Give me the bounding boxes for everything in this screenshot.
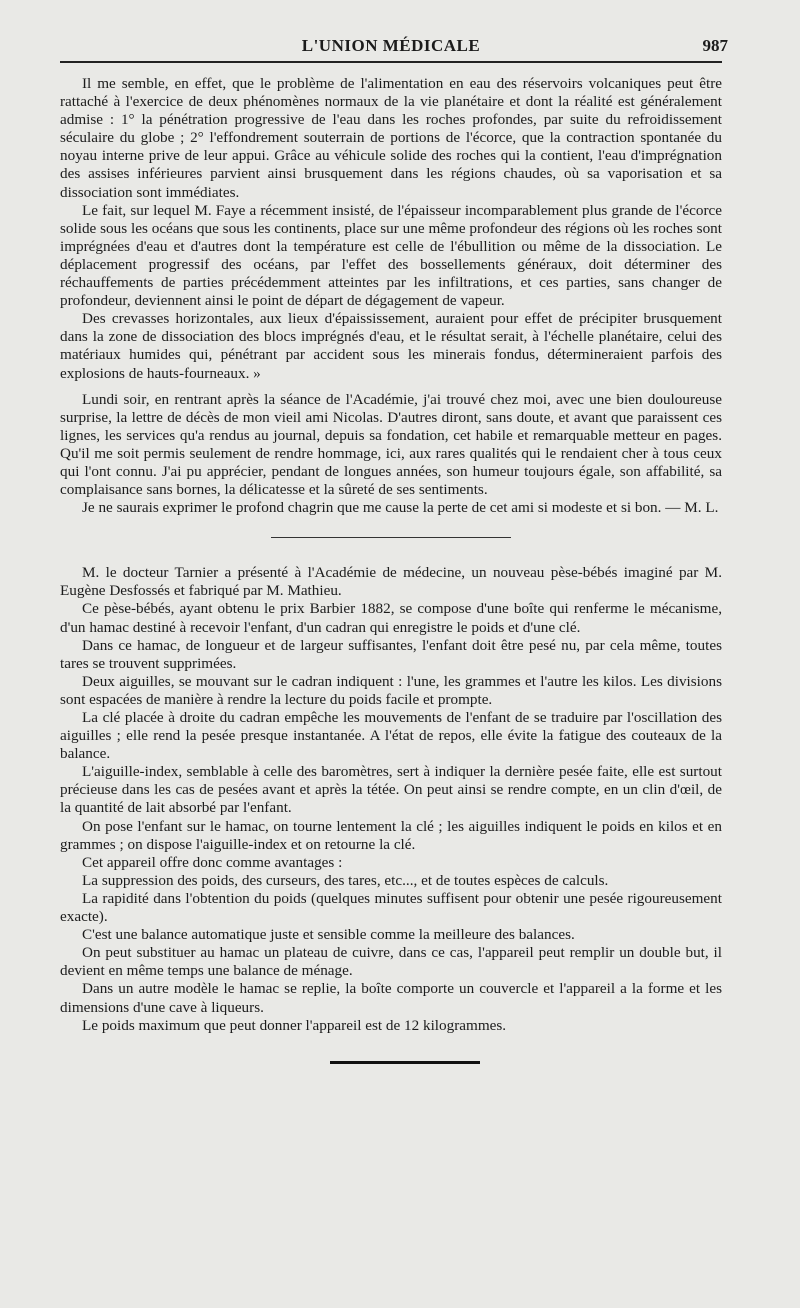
paragraph: Des crevasses horizontales, aux lieux d'épaississement, auraient pour effet de précipiter brusquement dans la zone de dissociation des blocs imprégnés d'eau, et le résultat serait, à l'échelle planétaire, celui des matériaux humides qui, pénétrant par accident sous les minerais fondus, détermineraient parfois des explosions de hauts-fourneaux. » (60, 310, 722, 382)
page-number: 987 (702, 36, 728, 55)
paragraph: La rapidité dans l'obtention du poids (quelques minutes suffisent pour obtenir une pesée rigoureusement exacte). (60, 889, 722, 926)
paragraph: Le fait, sur lequel M. Faye a récemment insisté, de l'épaisseur incomparablement plus grande de l'écorce solide sous les océans que sous les continents, place sur une même profondeur des régions où les roches sont imprégnées d'eau et d'autres dont la température est celle de l'ébullition ou même de la dissociation. Le déplacement progressif des océans, par l'effet des bossellements généraux, doit déterminer des réchauffements de parties précédemment atteintes par les infiltrations, et ces parties, sans changer de profondeur, deviennent ainsi le point de départ de dégagement de vapeur. (60, 201, 722, 310)
paragraph: C'est une balance automatique juste et sensible comme la meilleure des balances. (82, 926, 575, 944)
section-divider (271, 537, 511, 538)
paragraph: Le poids maximum que peut donner l'appareil est de 12 kilogrammes. (82, 1016, 507, 1034)
paragraph: M. le docteur Tarnier a présenté à l'Académie de médecine, un nouveau pèse-bébés imaginé par M. Eugène Desfossés et fabriqué par M. Mathieu. (60, 564, 722, 600)
paragraph: Ce pèse-bébés, ayant obtenu le prix Barbier 1882, se compose d'une boîte qui renferme le mécanisme, d'un hamac destiné à recevoir l'enfant, d'un cadran qui enregistre le poids et d'une clé. (60, 600, 722, 636)
section-volcanic-theory (60, 75, 722, 383)
section-obituary (60, 391, 722, 518)
paragraph: Lundi soir, en rentrant après la séance de l'Académie, j'ai trouvé chez moi, avec une bien douloureuse surprise, la lettre de décès de mon vieil ami Nicolas. D'autres diront, sans doute, et avant que paraissent ces lignes, les services qu'a rendus au journal, depuis sa fondation, cet habile et remarquable metteur en pages. Qu'il me soit permis seulement de rendre hommage, ici, aux rares qualités qui le rendaient cher à tous ceux qui l'ont connu. J'ai pu apprécier, pendant de longues années, son humeur toujours égale, son affabilité, sa complaisance sans bornes, la délicatesse et la sûreté de ses sentiments. (60, 390, 722, 499)
running-title: L'UNION MÉDICALE (301, 36, 481, 55)
section-baby-scale (60, 564, 722, 1034)
page-header (60, 28, 728, 58)
paragraph: Deux aiguilles, se mouvant sur le cadran indiquent : l'une, les grammes et l'autre les kilos. Les divisions sont espacées de manière à rendre la lecture du poids facile et prompte. (60, 672, 722, 708)
paragraph: Dans ce hamac, de longueur et de largeur suffisantes, l'enfant doit être pesé nu, par cela même, toutes tares se trouvent supprimées. (60, 636, 722, 672)
paragraph: On pose l'enfant sur le hamac, on tourne lentement la clé ; les aiguilles indiquent le poids en kilos et en grammes ; on dispose l'aiguille-index et on retourne la clé. (60, 817, 722, 853)
paragraph: Cet appareil offre donc comme avantages : (82, 853, 343, 871)
paragraph: On peut substituer au hamac un plateau de cuivre, dans ce cas, l'appareil peut remplir un double but, il devient en même temps une balance de ménage. (60, 944, 722, 980)
paragraph: Dans un autre modèle le hamac se replie, la boîte comporte un couvercle et l'appareil a la forme et les dimensions d'une cave à liqueurs. (60, 980, 722, 1016)
paragraph: Il me semble, en effet, que le problème de l'alimentation en eau des réservoirs volcaniques peut être rattaché à l'exercice de deux phénomènes normaux de la vie planétaire et dont la réalité est généralement admise : 1° la pénétration progressive de l'eau dans les roches profondes, par suite du refroidissement séculaire du globe ; 2° l'effondrement souterrain de portions de l'écorce, que la contraction spontanée du noyau interne prive de leur appui. Grâce au véhicule solide des roches qui la contient, l'eau d'imprégnation des assises inférieures parvient ainsi brusquement dans les régions chaudes, où sa vaporisation et sa dissociation sont immédiates. (60, 75, 722, 201)
paragraph: La clé placée à droite du cadran empêche les mouvements de l'enfant de se traduire par l'oscillation des aiguilles ; elle rend la pesée presque instantanée. A l'état de repos, elle évite la fatigue des couteaux de la balance. (60, 709, 722, 763)
end-rule (330, 1061, 480, 1064)
paragraph: L'aiguille-index, semblable à celle des baromètres, sert à indiquer la dernière pesée faite, elle est surtout précieuse dans les cas de pesées avant et après la tétée. On peut ainsi se rendre compte, en un clin d'œil, de la quantité de lait absorbé par l'enfant. (60, 763, 722, 817)
header-rule (60, 61, 722, 63)
paragraph-signed: Je ne saurais exprimer le profond chagrin que me cause la perte de cet ami si modeste et si bon. — M. L. (82, 499, 719, 517)
paragraph: La suppression des poids, des curseurs, des tares, etc..., et de toutes espèces de calculs. (82, 871, 609, 889)
